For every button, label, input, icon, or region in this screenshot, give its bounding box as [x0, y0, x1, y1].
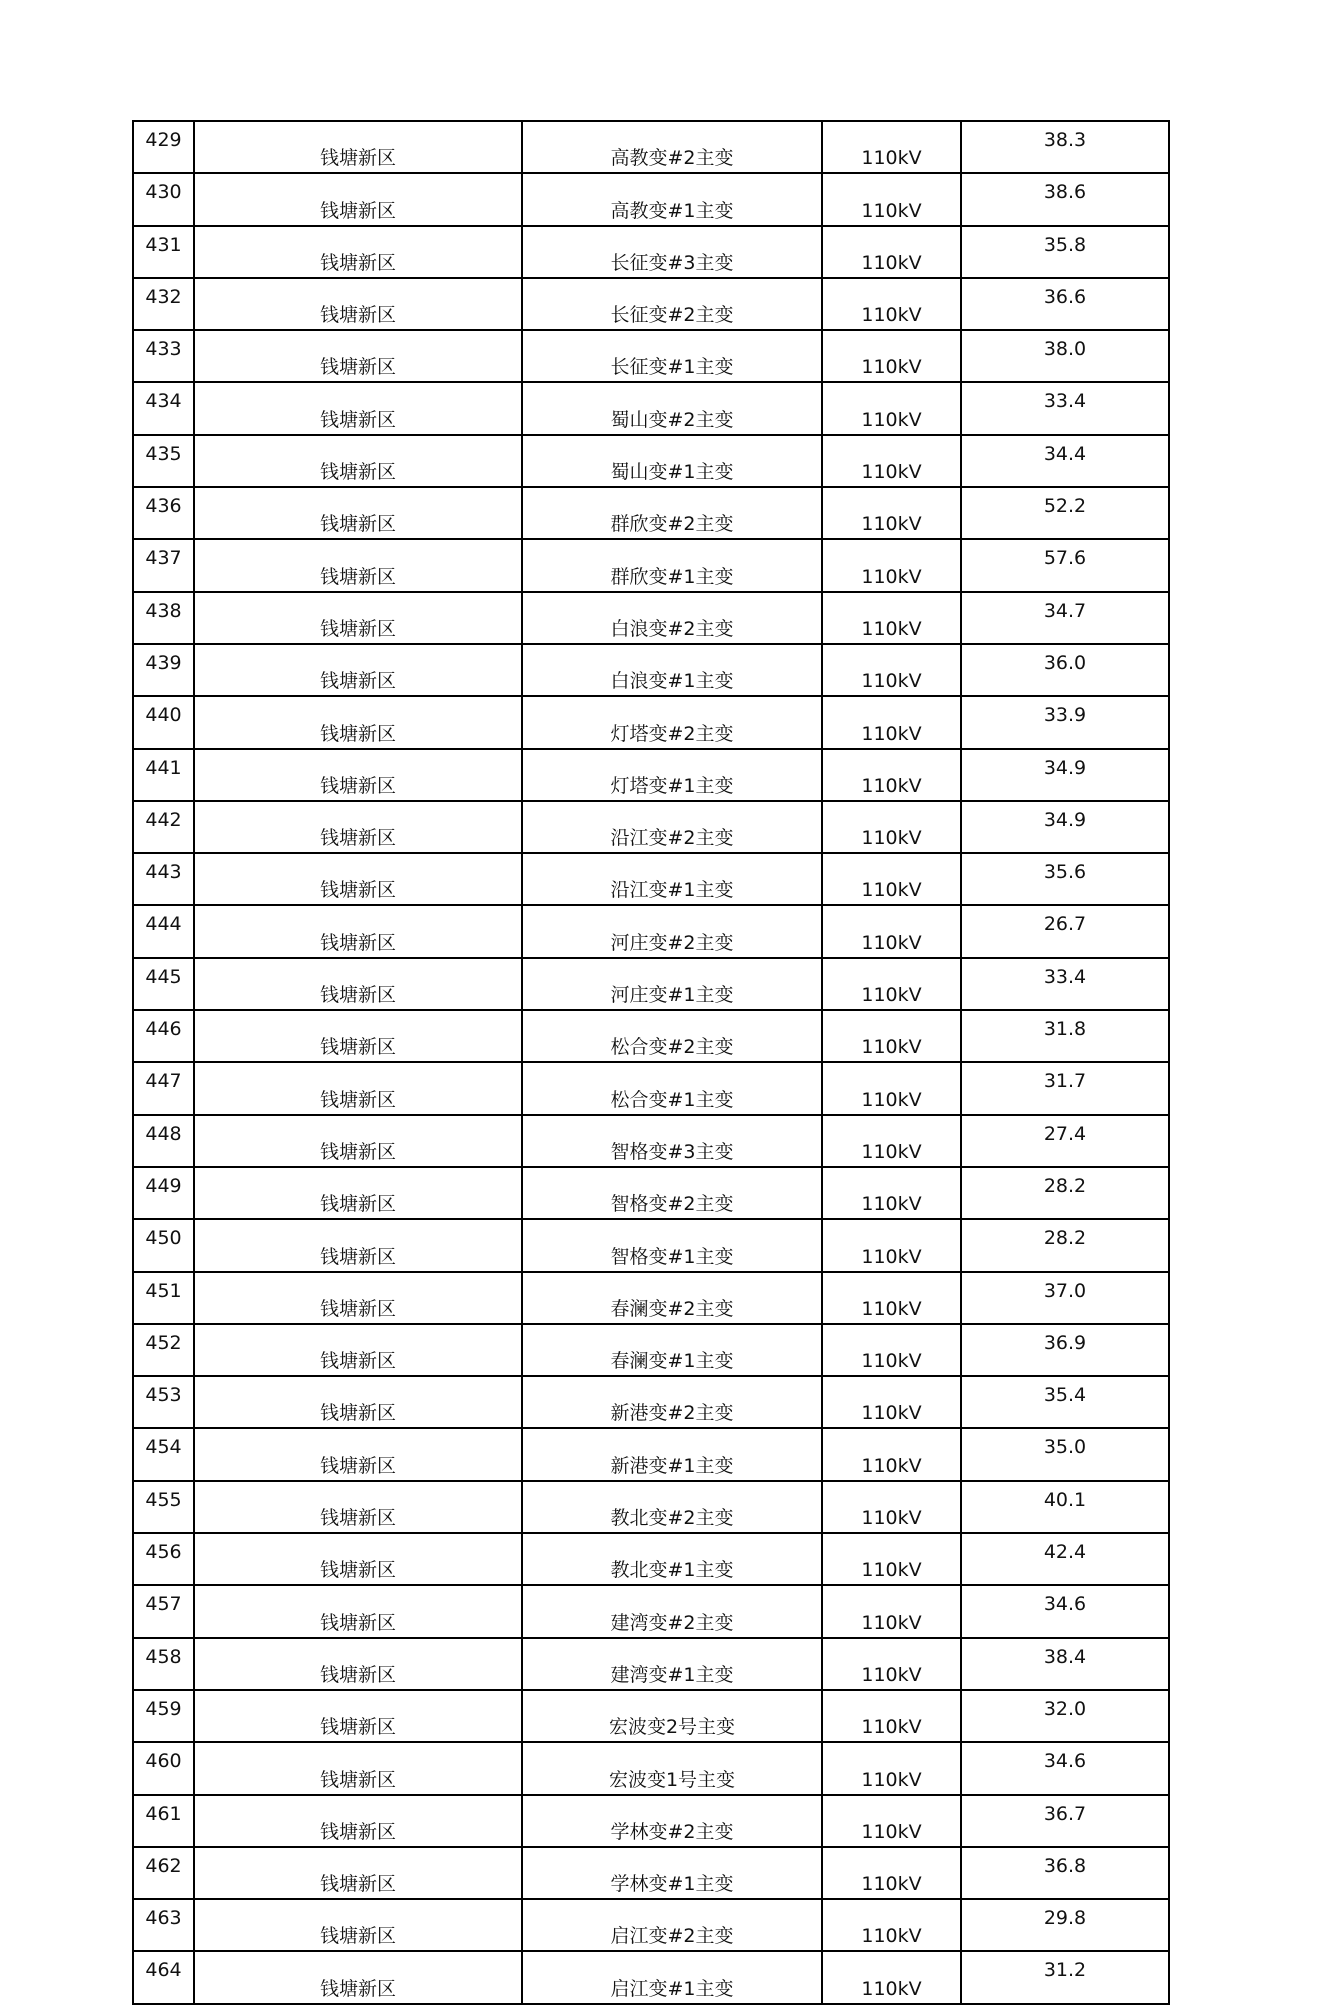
- transformer-name-cell: 松合变#1主变: [522, 1062, 822, 1114]
- row-index: 445: [133, 958, 194, 1010]
- table-row: [133, 173, 1169, 225]
- district-cell: 钱塘新区: [194, 801, 522, 853]
- district-cell: 钱塘新区: [194, 330, 522, 382]
- district-cell: 钱塘新区: [194, 226, 522, 278]
- district-cell: 钱塘新区: [194, 1638, 522, 1690]
- voltage-cell: 110kV: [822, 1481, 961, 1533]
- row-index: 431: [133, 226, 194, 278]
- district-cell: 钱塘新区: [194, 435, 522, 487]
- table-row: [133, 1324, 1169, 1376]
- voltage-cell: 110kV: [822, 1324, 961, 1376]
- district-cell: 钱塘新区: [194, 1847, 522, 1899]
- table-row: [133, 1481, 1169, 1533]
- row-index: 437: [133, 539, 194, 591]
- district-cell: 钱塘新区: [194, 1795, 522, 1847]
- value-cell: 34.9: [961, 749, 1169, 801]
- table-row: [133, 1899, 1169, 1951]
- district-cell: 钱塘新区: [194, 1585, 522, 1637]
- transformer-name-cell: 长征变#3主变: [522, 226, 822, 278]
- value-cell: 28.2: [961, 1167, 1169, 1219]
- value-cell: 38.3: [961, 121, 1169, 173]
- transformer-name-cell: 智格变#2主变: [522, 1167, 822, 1219]
- value-cell: 52.2: [961, 487, 1169, 539]
- voltage-cell: 110kV: [822, 1690, 961, 1742]
- voltage-cell: 110kV: [822, 539, 961, 591]
- table-row: [133, 1847, 1169, 1899]
- value-cell: 35.8: [961, 226, 1169, 278]
- table-row: [133, 1376, 1169, 1428]
- district-cell: 钱塘新区: [194, 487, 522, 539]
- transformer-name-cell: 长征变#2主变: [522, 278, 822, 330]
- value-cell: 33.9: [961, 696, 1169, 748]
- row-index: 455: [133, 1481, 194, 1533]
- transformer-name-cell: 蜀山变#2主变: [522, 382, 822, 434]
- district-cell: 钱塘新区: [194, 539, 522, 591]
- table-body: [133, 121, 1169, 2004]
- table-row: [133, 435, 1169, 487]
- transformer-name-cell: 学林变#1主变: [522, 1847, 822, 1899]
- voltage-cell: 110kV: [822, 1062, 961, 1114]
- voltage-cell: 110kV: [822, 749, 961, 801]
- table-row: [133, 801, 1169, 853]
- district-cell: 钱塘新区: [194, 1062, 522, 1114]
- value-cell: 36.9: [961, 1324, 1169, 1376]
- value-cell: 33.4: [961, 958, 1169, 1010]
- row-index: 451: [133, 1272, 194, 1324]
- value-cell: 38.4: [961, 1638, 1169, 1690]
- transformer-name-cell: 沿江变#2主变: [522, 801, 822, 853]
- district-cell: 钱塘新区: [194, 1951, 522, 2003]
- row-index: 443: [133, 853, 194, 905]
- transformer-name-cell: 春澜变#1主变: [522, 1324, 822, 1376]
- voltage-cell: 110kV: [822, 801, 961, 853]
- value-cell: 34.6: [961, 1585, 1169, 1637]
- district-cell: 钱塘新区: [194, 905, 522, 957]
- voltage-cell: 110kV: [822, 1010, 961, 1062]
- voltage-cell: 110kV: [822, 382, 961, 434]
- table-row: [133, 1010, 1169, 1062]
- value-cell: 35.4: [961, 1376, 1169, 1428]
- transformer-name-cell: 新港变#2主变: [522, 1376, 822, 1428]
- value-cell: 33.4: [961, 382, 1169, 434]
- voltage-cell: 110kV: [822, 1428, 961, 1480]
- table-row: [133, 1951, 1169, 2003]
- voltage-cell: 110kV: [822, 592, 961, 644]
- row-index: 442: [133, 801, 194, 853]
- transformer-name-cell: 教北变#2主变: [522, 1481, 822, 1533]
- voltage-cell: 110kV: [822, 958, 961, 1010]
- transformer-name-cell: 建湾变#2主变: [522, 1585, 822, 1637]
- row-index: 459: [133, 1690, 194, 1742]
- row-index: 450: [133, 1219, 194, 1271]
- table-row: [133, 121, 1169, 173]
- table-row: [133, 1742, 1169, 1794]
- district-cell: 钱塘新区: [194, 1742, 522, 1794]
- district-cell: 钱塘新区: [194, 1010, 522, 1062]
- row-index: 464: [133, 1951, 194, 2003]
- table-row: [133, 749, 1169, 801]
- value-cell: 36.7: [961, 1795, 1169, 1847]
- table-row: [133, 330, 1169, 382]
- voltage-cell: 110kV: [822, 1795, 961, 1847]
- row-index: 458: [133, 1638, 194, 1690]
- table-row: [133, 278, 1169, 330]
- value-cell: 34.6: [961, 1742, 1169, 1794]
- table-row: [133, 539, 1169, 591]
- district-cell: 钱塘新区: [194, 121, 522, 173]
- row-index: 440: [133, 696, 194, 748]
- table-row: [133, 905, 1169, 957]
- value-cell: 35.0: [961, 1428, 1169, 1480]
- district-cell: 钱塘新区: [194, 1272, 522, 1324]
- row-index: 452: [133, 1324, 194, 1376]
- transformer-name-cell: 春澜变#2主变: [522, 1272, 822, 1324]
- value-cell: 34.9: [961, 801, 1169, 853]
- voltage-cell: 110kV: [822, 330, 961, 382]
- district-cell: 钱塘新区: [194, 1324, 522, 1376]
- row-index: 461: [133, 1795, 194, 1847]
- district-cell: 钱塘新区: [194, 1533, 522, 1585]
- table-row: [133, 1533, 1169, 1585]
- district-cell: 钱塘新区: [194, 853, 522, 905]
- district-cell: 钱塘新区: [194, 278, 522, 330]
- transformer-name-cell: 宏波变1号主变: [522, 1742, 822, 1794]
- voltage-cell: 110kV: [822, 1585, 961, 1637]
- voltage-cell: 110kV: [822, 173, 961, 225]
- table-row: [133, 592, 1169, 644]
- table-row: [133, 226, 1169, 278]
- transformer-name-cell: 蜀山变#1主变: [522, 435, 822, 487]
- row-index: 449: [133, 1167, 194, 1219]
- row-index: 447: [133, 1062, 194, 1114]
- table-row: [133, 1795, 1169, 1847]
- district-cell: 钱塘新区: [194, 1481, 522, 1533]
- transformer-name-cell: 新港变#1主变: [522, 1428, 822, 1480]
- table-row: [133, 1428, 1169, 1480]
- voltage-cell: 110kV: [822, 1219, 961, 1271]
- row-index: 438: [133, 592, 194, 644]
- transformer-name-cell: 宏波变2号主变: [522, 1690, 822, 1742]
- transformer-name-cell: 沿江变#1主变: [522, 853, 822, 905]
- table-row: [133, 1167, 1169, 1219]
- voltage-cell: 110kV: [822, 226, 961, 278]
- value-cell: 40.1: [961, 1481, 1169, 1533]
- district-cell: 钱塘新区: [194, 696, 522, 748]
- value-cell: 32.0: [961, 1690, 1169, 1742]
- row-index: 430: [133, 173, 194, 225]
- voltage-cell: 110kV: [822, 1742, 961, 1794]
- value-cell: 35.6: [961, 853, 1169, 905]
- district-cell: 钱塘新区: [194, 1690, 522, 1742]
- transformer-name-cell: 白浪变#1主变: [522, 644, 822, 696]
- district-cell: 钱塘新区: [194, 1219, 522, 1271]
- table-row: [133, 958, 1169, 1010]
- district-cell: 钱塘新区: [194, 1115, 522, 1167]
- voltage-cell: 110kV: [822, 1638, 961, 1690]
- transformer-name-cell: 河庄变#1主变: [522, 958, 822, 1010]
- transformer-name-cell: 白浪变#2主变: [522, 592, 822, 644]
- transformer-name-cell: 高教变#2主变: [522, 121, 822, 173]
- row-index: 462: [133, 1847, 194, 1899]
- district-cell: 钱塘新区: [194, 1428, 522, 1480]
- table-row: [133, 1219, 1169, 1271]
- transformer-name-cell: 启江变#2主变: [522, 1899, 822, 1951]
- voltage-cell: 110kV: [822, 1847, 961, 1899]
- value-cell: 31.2: [961, 1951, 1169, 2003]
- row-index: 456: [133, 1533, 194, 1585]
- district-cell: 钱塘新区: [194, 1899, 522, 1951]
- table-row: [133, 644, 1169, 696]
- row-index: 433: [133, 330, 194, 382]
- value-cell: 29.8: [961, 1899, 1169, 1951]
- voltage-cell: 110kV: [822, 487, 961, 539]
- value-cell: 26.7: [961, 905, 1169, 957]
- value-cell: 38.6: [961, 173, 1169, 225]
- value-cell: 31.7: [961, 1062, 1169, 1114]
- voltage-cell: 110kV: [822, 905, 961, 957]
- district-cell: 钱塘新区: [194, 1167, 522, 1219]
- voltage-cell: 110kV: [822, 435, 961, 487]
- table-row: [133, 1638, 1169, 1690]
- transformer-name-cell: 智格变#1主变: [522, 1219, 822, 1271]
- row-index: 435: [133, 435, 194, 487]
- transformer-name-cell: 建湾变#1主变: [522, 1638, 822, 1690]
- value-cell: 34.4: [961, 435, 1169, 487]
- value-cell: 36.6: [961, 278, 1169, 330]
- row-index: 441: [133, 749, 194, 801]
- value-cell: 57.6: [961, 539, 1169, 591]
- transformer-name-cell: 灯塔变#1主变: [522, 749, 822, 801]
- transformer-name-cell: 松合变#2主变: [522, 1010, 822, 1062]
- value-cell: 37.0: [961, 1272, 1169, 1324]
- voltage-cell: 110kV: [822, 1167, 961, 1219]
- voltage-cell: 110kV: [822, 1272, 961, 1324]
- district-cell: 钱塘新区: [194, 382, 522, 434]
- voltage-cell: 110kV: [822, 853, 961, 905]
- row-index: 454: [133, 1428, 194, 1480]
- transformer-name-cell: 学林变#2主变: [522, 1795, 822, 1847]
- table-row: [133, 853, 1169, 905]
- district-cell: 钱塘新区: [194, 173, 522, 225]
- value-cell: 38.0: [961, 330, 1169, 382]
- transformer-name-cell: 教北变#1主变: [522, 1533, 822, 1585]
- table-row: [133, 1690, 1169, 1742]
- row-index: 434: [133, 382, 194, 434]
- table-row: [133, 1062, 1169, 1114]
- voltage-cell: 110kV: [822, 696, 961, 748]
- district-cell: 钱塘新区: [194, 592, 522, 644]
- voltage-cell: 110kV: [822, 644, 961, 696]
- transformer-name-cell: 智格变#3主变: [522, 1115, 822, 1167]
- value-cell: 28.2: [961, 1219, 1169, 1271]
- transformer-name-cell: 高教变#1主变: [522, 173, 822, 225]
- row-index: 448: [133, 1115, 194, 1167]
- row-index: 446: [133, 1010, 194, 1062]
- transformer-name-cell: 长征变#1主变: [522, 330, 822, 382]
- row-index: 453: [133, 1376, 194, 1428]
- district-cell: 钱塘新区: [194, 644, 522, 696]
- voltage-cell: 110kV: [822, 1951, 961, 2003]
- transformer-name-cell: 群欣变#1主变: [522, 539, 822, 591]
- table-row: [133, 382, 1169, 434]
- transformer-name-cell: 河庄变#2主变: [522, 905, 822, 957]
- table-row: [133, 487, 1169, 539]
- row-index: 439: [133, 644, 194, 696]
- voltage-cell: 110kV: [822, 121, 961, 173]
- table-row: [133, 1272, 1169, 1324]
- district-cell: 钱塘新区: [194, 958, 522, 1010]
- row-index: 432: [133, 278, 194, 330]
- voltage-cell: 110kV: [822, 1376, 961, 1428]
- row-index: 457: [133, 1585, 194, 1637]
- row-index: 429: [133, 121, 194, 173]
- transformer-name-cell: 群欣变#2主变: [522, 487, 822, 539]
- table-row: [133, 1115, 1169, 1167]
- value-cell: 31.8: [961, 1010, 1169, 1062]
- row-index: 460: [133, 1742, 194, 1794]
- value-cell: 27.4: [961, 1115, 1169, 1167]
- voltage-cell: 110kV: [822, 1899, 961, 1951]
- value-cell: 36.0: [961, 644, 1169, 696]
- value-cell: 36.8: [961, 1847, 1169, 1899]
- row-index: 463: [133, 1899, 194, 1951]
- value-cell: 34.7: [961, 592, 1169, 644]
- table-row: [133, 696, 1169, 748]
- voltage-cell: 110kV: [822, 1115, 961, 1167]
- voltage-cell: 110kV: [822, 278, 961, 330]
- district-cell: 钱塘新区: [194, 1376, 522, 1428]
- transformer-name-cell: 灯塔变#2主变: [522, 696, 822, 748]
- value-cell: 42.4: [961, 1533, 1169, 1585]
- table-row: [133, 1585, 1169, 1637]
- transformer-name-cell: 启江变#1主变: [522, 1951, 822, 2003]
- transformer-load-table: [132, 120, 1170, 2005]
- voltage-cell: 110kV: [822, 1533, 961, 1585]
- row-index: 436: [133, 487, 194, 539]
- row-index: 444: [133, 905, 194, 957]
- district-cell: 钱塘新区: [194, 749, 522, 801]
